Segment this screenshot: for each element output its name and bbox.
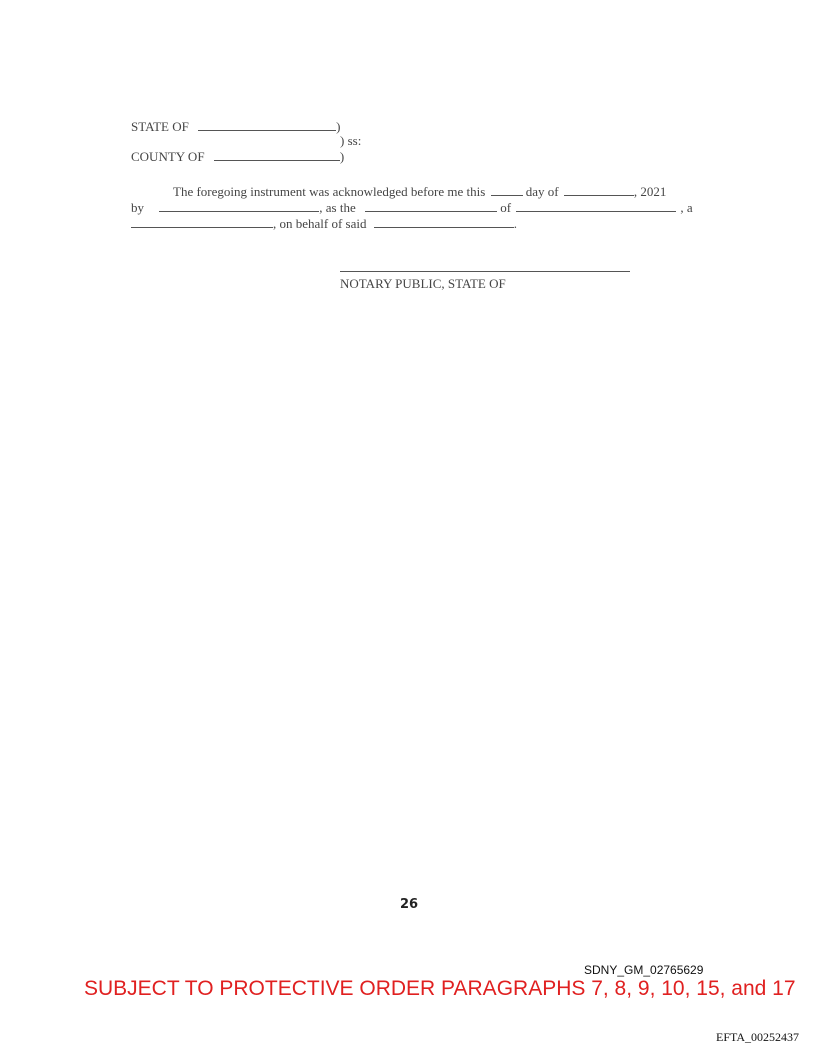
state-paren: ) — [336, 119, 341, 134]
notary-public-label: NOTARY PUBLIC, STATE OF — [340, 276, 506, 291]
state-blank — [198, 118, 336, 131]
county-of-line — [131, 148, 344, 164]
ack-line-3 — [131, 215, 517, 231]
by-label: by — [131, 200, 144, 215]
entity-type-blank — [131, 215, 273, 228]
as-the-label: , as the — [319, 200, 356, 215]
year-label: , 2021 — [633, 184, 667, 199]
county-paren: ) — [339, 149, 345, 164]
efta-number: EFTA_00252437 — [716, 1030, 800, 1044]
entity-name-blank — [374, 215, 514, 228]
month-blank — [564, 183, 634, 196]
page-number: 26 — [400, 897, 419, 912]
on-behalf-label: , on behalf of said — [273, 216, 367, 231]
day-of-label: day of — [525, 184, 559, 199]
county-of-label: COUNTY OF — [131, 149, 205, 164]
a-label: , a — [680, 200, 693, 215]
notary-signature-line — [340, 271, 630, 272]
ack-line-1 — [173, 183, 666, 199]
period-label: . — [513, 216, 518, 231]
state-of-line — [131, 118, 340, 134]
ack-line-1-text: The foregoing instrument was acknowledged before me this — [173, 184, 486, 199]
protective-order-notice: SUBJECT TO PROTECTIVE ORDER PARAGRAPHS 7, 8, 9, 10, 15, and 17 — [84, 977, 796, 1000]
signer-name-blank — [159, 199, 319, 212]
county-blank — [214, 148, 340, 161]
day-blank — [491, 183, 523, 196]
ss-label: ) ss: — [340, 133, 362, 148]
state-of-label: STATE OF — [131, 119, 189, 134]
bates-number: SDNY_GM_02765629 — [584, 963, 704, 977]
entity-blank — [516, 199, 676, 212]
title-blank — [365, 199, 497, 212]
ss-line — [340, 133, 361, 148]
of-label: of — [500, 200, 512, 215]
ack-line-2 — [131, 199, 693, 215]
